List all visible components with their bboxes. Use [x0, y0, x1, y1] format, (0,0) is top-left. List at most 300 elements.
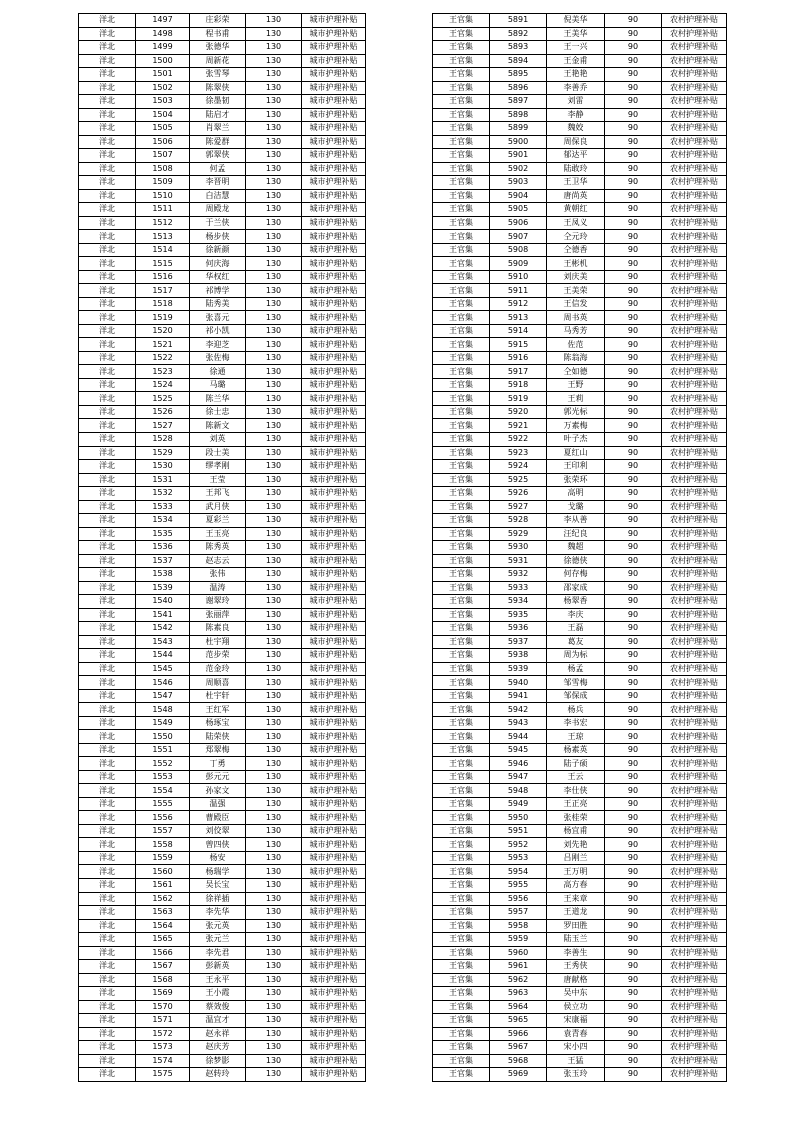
- name-cell: 张桂荣: [547, 811, 605, 825]
- serial-cell: 1531: [136, 473, 190, 487]
- table-row: [433, 1014, 727, 1028]
- town-cell: 王官集: [433, 811, 490, 825]
- town-cell: 洋北: [79, 392, 136, 406]
- serial-cell: 5947: [490, 770, 547, 784]
- subsidy-table-right: [432, 13, 727, 1082]
- amount-cell: 130: [246, 730, 302, 744]
- amount-cell: 130: [246, 635, 302, 649]
- town-cell: 王官集: [433, 284, 490, 298]
- table-row: [79, 851, 366, 865]
- amount-cell: 130: [246, 757, 302, 771]
- subsidy-type-cell: 城市护理补贴: [302, 824, 366, 838]
- subsidy-type-cell: 城市护理补贴: [302, 906, 366, 920]
- serial-cell: 5905: [490, 203, 547, 217]
- amount-cell: 130: [246, 811, 302, 825]
- name-cell: 陆玉兰: [547, 933, 605, 947]
- serial-cell: 5950: [490, 811, 547, 825]
- subsidy-type-cell: 农村护理补贴: [662, 622, 727, 636]
- name-cell: 马秀芳: [547, 324, 605, 338]
- subsidy-type-cell: 城市护理补贴: [302, 851, 366, 865]
- serial-cell: 1532: [136, 487, 190, 501]
- town-cell: 王官集: [433, 500, 490, 514]
- subsidy-type-cell: 农村护理补贴: [662, 879, 727, 893]
- serial-cell: 1573: [136, 1041, 190, 1055]
- amount-cell: 130: [246, 608, 302, 622]
- amount-cell: 90: [605, 432, 662, 446]
- town-cell: 王官集: [433, 960, 490, 974]
- amount-cell: 130: [246, 405, 302, 419]
- table-row: [79, 919, 366, 933]
- subsidy-type-cell: 农村护理补贴: [662, 933, 727, 947]
- town-cell: 洋北: [79, 1041, 136, 1055]
- subsidy-type-cell: 农村护理补贴: [662, 1068, 727, 1082]
- amount-cell: 130: [246, 649, 302, 663]
- serial-cell: 5903: [490, 176, 547, 190]
- subsidy-type-cell: 城市护理补贴: [302, 541, 366, 555]
- amount-cell: 90: [605, 879, 662, 893]
- name-cell: 倪美华: [547, 14, 605, 28]
- name-cell: 刘庆美: [547, 270, 605, 284]
- amount-cell: 90: [605, 243, 662, 257]
- subsidy-type-cell: 农村护理补贴: [662, 108, 727, 122]
- town-cell: 王官集: [433, 257, 490, 271]
- table-row: [79, 405, 366, 419]
- subsidy-type-cell: 城市护理补贴: [302, 14, 366, 28]
- amount-cell: 90: [605, 527, 662, 541]
- subsidy-type-cell: 城市护理补贴: [302, 1000, 366, 1014]
- table-row: [79, 608, 366, 622]
- subsidy-type-cell: 农村护理补贴: [662, 487, 727, 501]
- table-row: [433, 419, 727, 433]
- name-cell: 刘先艳: [547, 838, 605, 852]
- amount-cell: 130: [246, 851, 302, 865]
- amount-cell: 90: [605, 919, 662, 933]
- amount-cell: 90: [605, 68, 662, 82]
- amount-cell: 130: [246, 689, 302, 703]
- amount-cell: 130: [246, 95, 302, 109]
- subsidy-type-cell: 城市护理补贴: [302, 879, 366, 893]
- amount-cell: 90: [605, 149, 662, 163]
- name-cell: 李善乔: [547, 81, 605, 95]
- subsidy-type-cell: 城市护理补贴: [302, 784, 366, 798]
- name-cell: 王美荣: [547, 284, 605, 298]
- serial-cell: 1572: [136, 1027, 190, 1041]
- name-cell: 王艳艳: [547, 68, 605, 82]
- town-cell: 洋北: [79, 68, 136, 82]
- serial-cell: 5895: [490, 68, 547, 82]
- name-cell: 吴中东: [547, 987, 605, 1001]
- amount-cell: 90: [605, 933, 662, 947]
- table-row: [79, 95, 366, 109]
- amount-cell: 90: [605, 1054, 662, 1068]
- amount-cell: 130: [246, 27, 302, 41]
- amount-cell: 130: [246, 933, 302, 947]
- name-cell: 何庆海: [190, 257, 246, 271]
- town-cell: 洋北: [79, 1068, 136, 1082]
- name-cell: 周保良: [547, 135, 605, 149]
- name-cell: 王卫华: [547, 176, 605, 190]
- table-row: [433, 1041, 727, 1055]
- town-cell: 王官集: [433, 230, 490, 244]
- serial-cell: 1562: [136, 892, 190, 906]
- table-row: [79, 716, 366, 730]
- town-cell: 洋北: [79, 595, 136, 609]
- serial-cell: 5902: [490, 162, 547, 176]
- serial-cell: 1525: [136, 392, 190, 406]
- serial-cell: 5929: [490, 527, 547, 541]
- table-row: [79, 446, 366, 460]
- subsidy-type-cell: 城市护理补贴: [302, 297, 366, 311]
- amount-cell: 130: [246, 135, 302, 149]
- subsidy-type-cell: 城市护理补贴: [302, 149, 366, 163]
- subsidy-type-cell: 城市护理补贴: [302, 757, 366, 771]
- amount-cell: 90: [605, 716, 662, 730]
- table-row: [79, 176, 366, 190]
- town-cell: 洋北: [79, 378, 136, 392]
- table-row: [433, 865, 727, 879]
- amount-cell: 130: [246, 946, 302, 960]
- table-row: [79, 892, 366, 906]
- subsidy-type-cell: 城市护理补贴: [302, 203, 366, 217]
- name-cell: 戈璐: [547, 500, 605, 514]
- town-cell: 王官集: [433, 27, 490, 41]
- amount-cell: 90: [605, 189, 662, 203]
- table-row: [433, 906, 727, 920]
- serial-cell: 5966: [490, 1027, 547, 1041]
- town-cell: 洋北: [79, 906, 136, 920]
- town-cell: 洋北: [79, 527, 136, 541]
- serial-cell: 1564: [136, 919, 190, 933]
- name-cell: 高明: [547, 487, 605, 501]
- town-cell: 洋北: [79, 14, 136, 28]
- table-row: [79, 500, 366, 514]
- subsidy-type-cell: 城市护理补贴: [302, 811, 366, 825]
- town-cell: 洋北: [79, 689, 136, 703]
- serial-cell: 5925: [490, 473, 547, 487]
- subsidy-type-cell: 农村护理补贴: [662, 662, 727, 676]
- amount-cell: 130: [246, 500, 302, 514]
- name-cell: 宋小四: [547, 1041, 605, 1055]
- subsidy-type-cell: 城市护理补贴: [302, 662, 366, 676]
- table-row: [433, 1000, 727, 1014]
- table-row: [79, 757, 366, 771]
- town-cell: 王官集: [433, 473, 490, 487]
- subsidy-type-cell: 城市护理补贴: [302, 743, 366, 757]
- town-cell: 洋北: [79, 460, 136, 474]
- table-row: [79, 216, 366, 230]
- serial-cell: 1554: [136, 784, 190, 798]
- subsidy-type-cell: 农村护理补贴: [662, 770, 727, 784]
- serial-cell: 1527: [136, 419, 190, 433]
- table-row: [79, 824, 366, 838]
- amount-cell: 130: [246, 378, 302, 392]
- town-cell: 王官集: [433, 487, 490, 501]
- subsidy-type-cell: 城市护理补贴: [302, 243, 366, 257]
- amount-cell: 90: [605, 811, 662, 825]
- name-cell: 陆启才: [190, 108, 246, 122]
- name-cell: 袁青春: [547, 1027, 605, 1041]
- table-row: [79, 378, 366, 392]
- name-cell: 王红军: [190, 703, 246, 717]
- amount-cell: 130: [246, 432, 302, 446]
- name-cell: 徐梦影: [190, 1054, 246, 1068]
- name-cell: 张元英: [190, 919, 246, 933]
- name-cell: 谢翠玲: [190, 595, 246, 609]
- serial-cell: 5935: [490, 608, 547, 622]
- subsidy-type-cell: 城市护理补贴: [302, 460, 366, 474]
- amount-cell: 90: [605, 216, 662, 230]
- town-cell: 洋北: [79, 933, 136, 947]
- table-row: [79, 473, 366, 487]
- name-cell: 侯立功: [547, 1000, 605, 1014]
- serial-cell: 5948: [490, 784, 547, 798]
- table-row: [79, 27, 366, 41]
- name-cell: 佐范: [547, 338, 605, 352]
- serial-cell: 5934: [490, 595, 547, 609]
- town-cell: 洋北: [79, 162, 136, 176]
- amount-cell: 90: [605, 797, 662, 811]
- table-row: [79, 730, 366, 744]
- subsidy-type-cell: 城市护理补贴: [302, 365, 366, 379]
- serial-cell: 5949: [490, 797, 547, 811]
- town-cell: 洋北: [79, 351, 136, 365]
- subsidy-type-cell: 城市护理补贴: [302, 554, 366, 568]
- serial-cell: 1551: [136, 743, 190, 757]
- town-cell: 王官集: [433, 784, 490, 798]
- serial-cell: 5912: [490, 297, 547, 311]
- serial-cell: 5920: [490, 405, 547, 419]
- town-cell: 王官集: [433, 757, 490, 771]
- table-row: [433, 378, 727, 392]
- name-cell: 武月侠: [190, 500, 246, 514]
- table-row: [79, 541, 366, 555]
- amount-cell: 90: [605, 851, 662, 865]
- subsidy-type-cell: 城市护理补贴: [302, 487, 366, 501]
- table-row: [433, 635, 727, 649]
- town-cell: 王官集: [433, 1068, 490, 1082]
- subsidy-type-cell: 农村护理补贴: [662, 392, 727, 406]
- amount-cell: 130: [246, 1054, 302, 1068]
- amount-cell: 90: [605, 473, 662, 487]
- amount-cell: 130: [246, 257, 302, 271]
- serial-cell: 1534: [136, 514, 190, 528]
- subsidy-type-cell: 农村护理补贴: [662, 811, 727, 825]
- name-cell: 庄彩荣: [190, 14, 246, 28]
- town-cell: 王官集: [433, 851, 490, 865]
- subsidy-type-cell: 城市护理补贴: [302, 946, 366, 960]
- subsidy-type-cell: 农村护理补贴: [662, 1027, 727, 1041]
- table-row: [433, 460, 727, 474]
- name-cell: 范金玲: [190, 662, 246, 676]
- name-cell: 王琼: [547, 730, 605, 744]
- town-cell: 洋北: [79, 757, 136, 771]
- name-cell: 赵志云: [190, 554, 246, 568]
- name-cell: 杨素英: [547, 743, 605, 757]
- amount-cell: 90: [605, 892, 662, 906]
- subsidy-type-cell: 城市护理补贴: [302, 933, 366, 947]
- name-cell: 于兰侠: [190, 216, 246, 230]
- subsidy-type-cell: 城市护理补贴: [302, 405, 366, 419]
- serial-cell: 1549: [136, 716, 190, 730]
- name-cell: 邹保成: [547, 689, 605, 703]
- serial-cell: 1571: [136, 1014, 190, 1028]
- town-cell: 洋北: [79, 365, 136, 379]
- subsidy-type-cell: 农村护理补贴: [662, 432, 727, 446]
- name-cell: 王莉: [547, 392, 605, 406]
- amount-cell: 90: [605, 81, 662, 95]
- town-cell: 洋北: [79, 324, 136, 338]
- serial-cell: 5916: [490, 351, 547, 365]
- amount-cell: 90: [605, 581, 662, 595]
- table-row: [433, 14, 727, 28]
- name-cell: 张佐梅: [190, 351, 246, 365]
- town-cell: 洋北: [79, 960, 136, 974]
- table-row: [433, 41, 727, 55]
- table-row: [79, 527, 366, 541]
- serial-cell: 1539: [136, 581, 190, 595]
- serial-cell: 5963: [490, 987, 547, 1001]
- serial-cell: 1570: [136, 1000, 190, 1014]
- serial-cell: 1545: [136, 662, 190, 676]
- table-row: [433, 797, 727, 811]
- amount-cell: 130: [246, 1014, 302, 1028]
- table-row: [433, 135, 727, 149]
- subsidy-table-left: [78, 13, 366, 1082]
- serial-cell: 1544: [136, 649, 190, 663]
- serial-cell: 1506: [136, 135, 190, 149]
- amount-cell: 90: [605, 257, 662, 271]
- name-cell: 王金甫: [547, 54, 605, 68]
- amount-cell: 90: [605, 865, 662, 879]
- amount-cell: 90: [605, 392, 662, 406]
- serial-cell: 1518: [136, 297, 190, 311]
- town-cell: 王官集: [433, 635, 490, 649]
- serial-cell: 1519: [136, 311, 190, 325]
- subsidy-type-cell: 城市护理补贴: [302, 230, 366, 244]
- serial-cell: 5909: [490, 257, 547, 271]
- name-cell: 王来章: [547, 892, 605, 906]
- table-row: [79, 311, 366, 325]
- amount-cell: 130: [246, 81, 302, 95]
- subsidy-type-cell: 农村护理补贴: [662, 203, 727, 217]
- amount-cell: 90: [605, 987, 662, 1001]
- name-cell: 夏红山: [547, 446, 605, 460]
- subsidy-type-cell: 城市护理补贴: [302, 987, 366, 1001]
- name-cell: 周殿龙: [190, 203, 246, 217]
- name-cell: 王永平: [190, 973, 246, 987]
- table-row: [79, 284, 366, 298]
- amount-cell: 90: [605, 824, 662, 838]
- table-row: [79, 960, 366, 974]
- town-cell: 洋北: [79, 297, 136, 311]
- serial-cell: 1557: [136, 824, 190, 838]
- serial-cell: 1505: [136, 122, 190, 136]
- name-cell: 刘雷: [547, 95, 605, 109]
- table-row: [433, 446, 727, 460]
- subsidy-type-cell: 城市护理补贴: [302, 176, 366, 190]
- town-cell: 洋北: [79, 743, 136, 757]
- town-cell: 王官集: [433, 906, 490, 920]
- name-cell: 陈素良: [190, 622, 246, 636]
- town-cell: 洋北: [79, 554, 136, 568]
- serial-cell: 5967: [490, 1041, 547, 1055]
- subsidy-type-cell: 农村护理补贴: [662, 892, 727, 906]
- subsidy-type-cell: 农村护理补贴: [662, 716, 727, 730]
- table-row: [433, 311, 727, 325]
- town-cell: 王官集: [433, 919, 490, 933]
- town-cell: 洋北: [79, 189, 136, 203]
- amount-cell: 130: [246, 203, 302, 217]
- name-cell: 杨宜甫: [547, 824, 605, 838]
- name-cell: 邵家成: [547, 581, 605, 595]
- town-cell: 王官集: [433, 514, 490, 528]
- name-cell: 王彬机: [547, 257, 605, 271]
- name-cell: 仝元玲: [547, 230, 605, 244]
- name-cell: 吕刚兰: [547, 851, 605, 865]
- subsidy-type-cell: 农村护理补贴: [662, 68, 727, 82]
- name-cell: 张丽萍: [190, 608, 246, 622]
- amount-cell: 90: [605, 770, 662, 784]
- name-cell: 杨琢宝: [190, 716, 246, 730]
- subsidy-type-cell: 城市护理补贴: [302, 919, 366, 933]
- town-cell: 王官集: [433, 649, 490, 663]
- town-cell: 洋北: [79, 649, 136, 663]
- table-row: [79, 149, 366, 163]
- serial-cell: 1560: [136, 865, 190, 879]
- table-row: [433, 432, 727, 446]
- name-cell: 张荣环: [547, 473, 605, 487]
- town-cell: 洋北: [79, 311, 136, 325]
- name-cell: 王正亮: [547, 797, 605, 811]
- town-cell: 王官集: [433, 176, 490, 190]
- subsidy-type-cell: 城市护理补贴: [302, 446, 366, 460]
- amount-cell: 130: [246, 987, 302, 1001]
- amount-cell: 90: [605, 122, 662, 136]
- serial-cell: 5911: [490, 284, 547, 298]
- town-cell: 王官集: [433, 216, 490, 230]
- table-row: [79, 1041, 366, 1055]
- serial-cell: 5960: [490, 946, 547, 960]
- serial-cell: 5944: [490, 730, 547, 744]
- name-cell: 王信发: [547, 297, 605, 311]
- amount-cell: 130: [246, 662, 302, 676]
- amount-cell: 130: [246, 527, 302, 541]
- subsidy-type-cell: 城市护理补贴: [302, 973, 366, 987]
- name-cell: 徐德侠: [547, 554, 605, 568]
- town-cell: 洋北: [79, 149, 136, 163]
- serial-cell: 1548: [136, 703, 190, 717]
- subsidy-type-cell: 农村护理补贴: [662, 95, 727, 109]
- town-cell: 洋北: [79, 581, 136, 595]
- amount-cell: 90: [605, 757, 662, 771]
- town-cell: 洋北: [79, 243, 136, 257]
- amount-cell: 90: [605, 95, 662, 109]
- table-row: [433, 351, 727, 365]
- table-row: [79, 581, 366, 595]
- serial-cell: 1542: [136, 622, 190, 636]
- name-cell: 汪纪良: [547, 527, 605, 541]
- subsidy-type-cell: 城市护理补贴: [302, 108, 366, 122]
- table-row: [433, 595, 727, 609]
- subsidy-type-cell: 农村护理补贴: [662, 365, 727, 379]
- amount-cell: 90: [605, 838, 662, 852]
- subsidy-type-cell: 城市护理补贴: [302, 770, 366, 784]
- serial-cell: 5893: [490, 41, 547, 55]
- table-row: [79, 392, 366, 406]
- name-cell: 彭元元: [190, 770, 246, 784]
- table-row: [79, 460, 366, 474]
- subsidy-type-cell: 农村护理补贴: [662, 270, 727, 284]
